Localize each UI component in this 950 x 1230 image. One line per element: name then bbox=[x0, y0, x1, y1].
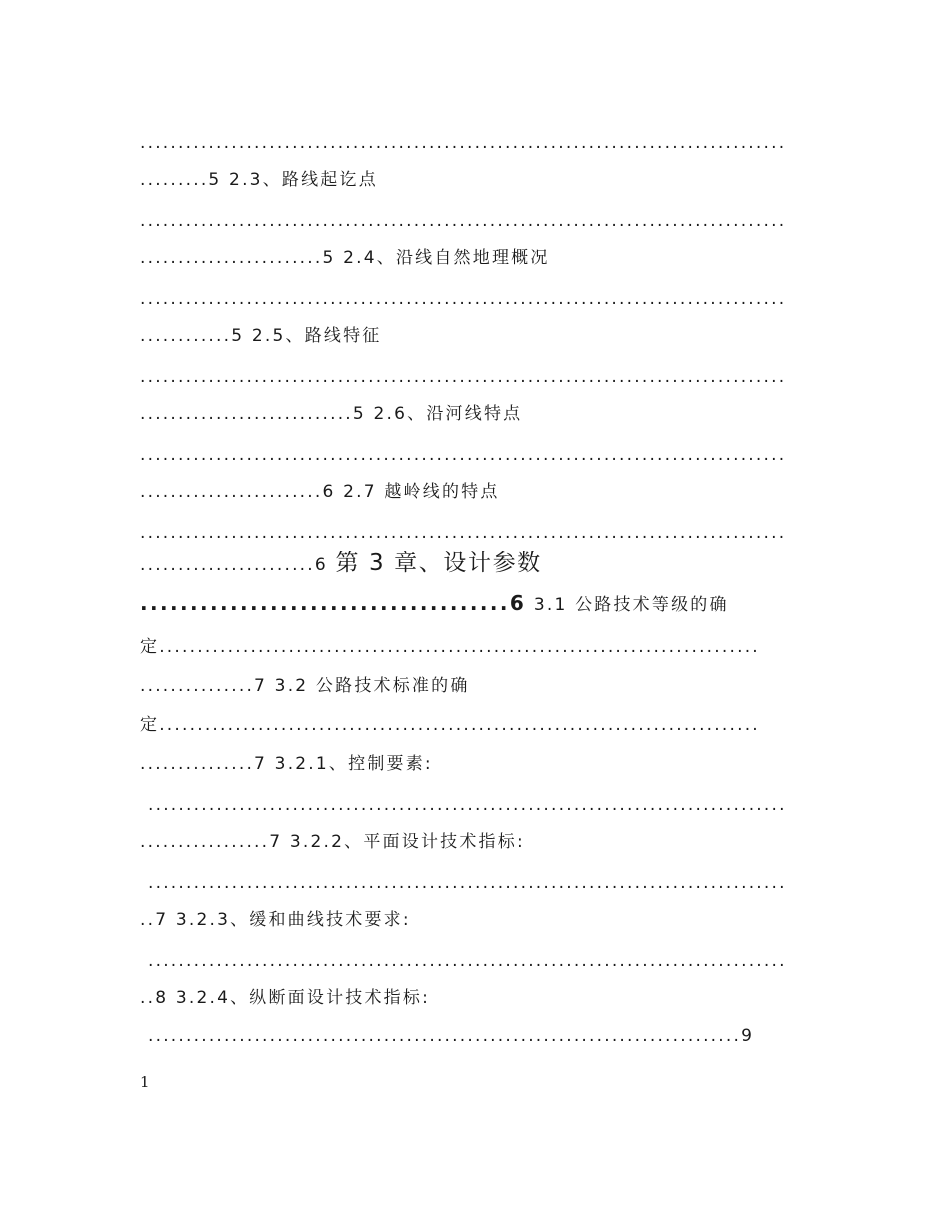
toc-entry-text: 3.1 公路技术等级的确 bbox=[526, 595, 729, 615]
toc-leader-line-page-9 bbox=[148, 1024, 806, 1048]
toc-entry-text: ........................5 2.4、沿线自然地理概况 bbox=[140, 248, 550, 268]
toc-entry-continuation bbox=[140, 635, 806, 659]
toc-leader-line bbox=[140, 287, 806, 311]
toc-entry-text: .........5 2.3、路线起讫点 bbox=[140, 170, 378, 190]
toc-leader-dots: .....................................6 bbox=[140, 591, 527, 615]
toc-leader-line bbox=[148, 949, 806, 973]
toc-entry-2-3 bbox=[140, 168, 806, 192]
toc-leader-dots: .................................................................................... bbox=[148, 951, 787, 971]
page-number: 1 bbox=[140, 1073, 150, 1091]
toc-entry-3-1 bbox=[140, 591, 806, 617]
toc-leader-dots: ..................................................................................... bbox=[140, 523, 787, 543]
toc-leader-dots: ..................................................................................... bbox=[140, 133, 787, 153]
toc-entry-text: ............................5 2.6、沿河线特点 bbox=[140, 404, 523, 424]
chapter-heading: 第 3 章、设计参数 bbox=[335, 551, 542, 576]
toc-leader-dots: .................................................................................... bbox=[148, 795, 787, 815]
toc-entry-continuation bbox=[140, 713, 806, 737]
toc-leader-dots: ..................................................................................... bbox=[140, 445, 787, 465]
toc-entry-2-4 bbox=[140, 246, 806, 270]
toc-entry-text: ..7 3.2.3、缓和曲线技术要求: bbox=[140, 910, 411, 930]
toc-leader-line bbox=[140, 365, 806, 389]
toc-entry-3-2-3 bbox=[140, 908, 806, 932]
toc-entry-text: ..8 3.2.4、纵断面设计技术指标: bbox=[140, 988, 431, 1008]
toc-leader-line bbox=[140, 209, 806, 233]
toc-leader-line bbox=[140, 131, 806, 155]
toc-entry-3-2-2 bbox=[140, 830, 806, 854]
toc-leader-dots: ..................................................................................... bbox=[140, 367, 787, 387]
toc-leader-line bbox=[140, 443, 806, 467]
toc-entry-2-7 bbox=[140, 480, 806, 504]
toc-entry-text: ...............7 3.2 公路技术标准的确 bbox=[140, 676, 470, 696]
toc-entry-2-5 bbox=[140, 324, 806, 348]
toc-leader-dots: .................................................................................... bbox=[148, 873, 787, 893]
toc-entry-text: .................7 3.2.2、平面设计技术指标: bbox=[140, 832, 525, 852]
toc-entry-text: ...............7 3.2.1、控制要素: bbox=[140, 754, 433, 774]
toc-entry-text: ........................6 2.7 越岭线的特点 bbox=[140, 482, 500, 502]
toc-entry-text: .......................6 bbox=[140, 555, 336, 575]
toc-entry-text: 定............................................................................... bbox=[140, 637, 760, 657]
toc-entry-2-6 bbox=[140, 402, 806, 426]
toc-entry-3-2 bbox=[140, 674, 806, 698]
toc-entry-3-2-1 bbox=[140, 752, 806, 776]
toc-leader-line bbox=[148, 871, 806, 895]
toc-leader-dots: ..................................................................................... bbox=[140, 211, 787, 231]
toc-entry-text: ............5 2.5、路线特征 bbox=[140, 326, 382, 346]
toc-leader-dots: ..............................................................................9 bbox=[148, 1026, 755, 1046]
toc-leader-line bbox=[148, 793, 806, 817]
toc-leader-line bbox=[140, 521, 806, 545]
toc-entry-text: 定............................................................................... bbox=[140, 715, 760, 735]
toc-leader-dots: ..................................................................................... bbox=[140, 289, 787, 309]
toc-entry-3-2-4 bbox=[140, 986, 806, 1010]
toc-entry-chapter-3 bbox=[140, 551, 806, 577]
